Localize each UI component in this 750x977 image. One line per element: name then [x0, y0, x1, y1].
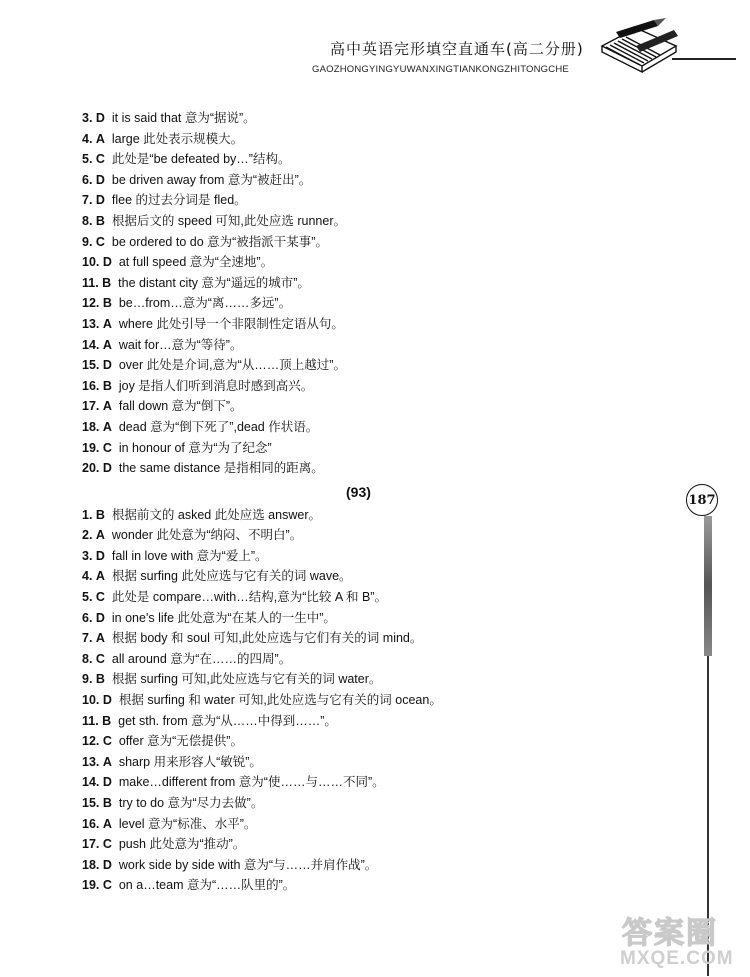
question-number: 8. — [82, 651, 93, 666]
explanation-text: fall in love with 意为“爱上”。 — [111, 548, 268, 563]
answer-line — [82, 711, 662, 732]
explanation-text: fall down 意为“倒下”。 — [118, 399, 243, 414]
explanation-text: where 此处引导一个非限制性定语从句。 — [118, 316, 344, 331]
explanation-text: 根据 surfing 此处应选与它有关的词 wave。 — [111, 569, 352, 584]
explanation-text: make…different from 意为“使……与……不同”。 — [118, 775, 385, 790]
previous-section-answers — [82, 108, 662, 479]
answer-letter: C — [102, 440, 112, 455]
question-number: 17. — [82, 399, 100, 414]
answer-letter: C — [102, 878, 112, 893]
answer-letter: D — [102, 775, 112, 790]
answer-letter: B — [102, 275, 112, 290]
answer-letter: C — [102, 837, 112, 852]
answer-letter: A — [102, 419, 112, 434]
explanation-text: be ordered to do 意为“被指派干某事”。 — [111, 234, 328, 249]
answer-line — [82, 376, 662, 397]
answer-letter: C — [102, 734, 112, 749]
watermark-bottom-text: MXQE.COM — [620, 948, 734, 969]
answer-letter: A — [95, 631, 105, 646]
answer-letter: C — [95, 152, 105, 167]
question-number: 15. — [82, 796, 100, 810]
question-number: 12. — [82, 734, 100, 749]
page-number: 187 — [686, 484, 718, 516]
explanation-text: be driven away from 意为“被赶出”。 — [111, 172, 312, 187]
question-number: 4. — [82, 569, 93, 584]
answer-line — [82, 396, 662, 417]
question-number: 3. — [82, 548, 93, 563]
question-number: 20. — [82, 461, 100, 476]
question-number: 12. — [82, 296, 100, 311]
answer-line — [82, 649, 662, 670]
explanation-text: 根据后文的 speed 可知,此处应选 runner。 — [111, 213, 346, 228]
answer-line — [82, 690, 662, 711]
question-number: 17. — [82, 837, 100, 852]
answer-letter: D — [95, 610, 105, 625]
question-number: 6. — [82, 610, 93, 625]
answer-letter: D — [95, 193, 105, 208]
section-93-answers — [82, 505, 662, 896]
answer-letter: C — [95, 651, 105, 666]
explanation-text: be…from…意为“离……多远”。 — [118, 296, 292, 311]
answer-letter: D — [102, 255, 112, 270]
answer-line — [82, 505, 662, 526]
answer-letter: B — [95, 507, 105, 522]
explanation-text: push 此处意为“推动”。 — [118, 837, 246, 852]
answer-letter: C — [95, 590, 105, 605]
question-number: 14. — [82, 337, 100, 352]
question-number: 18. — [82, 419, 100, 434]
question-number: 7. — [82, 631, 93, 646]
answer-line — [82, 525, 662, 546]
explanation-text: 根据 body 和 soul 可知,此处应选与它们有关的词 mind。 — [111, 631, 423, 646]
explanation-text: it is said that 意为“据说”。 — [111, 111, 256, 125]
question-number: 13. — [82, 316, 100, 331]
question-number: 11. — [82, 275, 99, 290]
explanation-text: wait for…意为“等待”。 — [118, 337, 243, 352]
question-number: 7. — [82, 193, 93, 208]
answer-letter: C — [95, 234, 105, 249]
answer-line — [82, 252, 662, 273]
question-number: 11. — [82, 713, 99, 728]
book-title: 高中英语完形填空直通车(高二分册) — [330, 40, 584, 58]
answer-line — [82, 129, 662, 150]
section-title: (93) — [346, 483, 371, 500]
question-number: 10. — [82, 255, 100, 270]
question-number: 9. — [82, 234, 93, 249]
answer-line — [82, 232, 662, 253]
book-title-pinyin: GAOZHONGYINGYUWANXINGTIANKONGZHITONGCHE — [312, 64, 569, 75]
explanation-text: all around 意为“在……的四周”。 — [111, 651, 292, 666]
answer-line — [82, 314, 662, 335]
question-number: 16. — [82, 378, 100, 393]
answer-letter: A — [102, 316, 112, 331]
question-number: 16. — [82, 816, 100, 831]
answer-letter: D — [102, 358, 112, 373]
answer-line — [82, 752, 662, 773]
answer-line — [82, 814, 662, 835]
answer-letter: A — [95, 528, 105, 543]
explanation-text: work side by side with 意为“与……并肩作战”。 — [118, 857, 378, 872]
answer-line — [82, 855, 662, 876]
answer-line — [82, 834, 662, 855]
answer-letter: D — [95, 548, 105, 563]
explanation-text: sharp 用来形容人“敏锐”。 — [118, 754, 262, 769]
answer-letter: A — [95, 131, 105, 146]
answer-letter: B — [102, 296, 112, 311]
question-number: 18. — [82, 857, 100, 872]
watermark-top-text: 答案圈 — [622, 916, 718, 951]
explanation-text: joy 是指人们听到消息时感到高兴。 — [118, 378, 314, 393]
explanation-text: 此处是“be defeated by…”结构。 — [111, 152, 291, 167]
question-number: 13. — [82, 754, 100, 769]
answer-letter: A — [102, 754, 112, 769]
explanation-text: at full speed 意为“全速地”。 — [118, 255, 274, 270]
answer-line — [82, 458, 662, 479]
explanation-text: the distant city 意为“遥远的城市”。 — [118, 275, 310, 290]
answer-line — [82, 587, 662, 608]
answer-line — [82, 211, 662, 232]
answer-letter: A — [102, 337, 112, 352]
answer-letter: A — [95, 569, 105, 584]
explanation-text: in one's life 此处意为“在某人的一生中”。 — [111, 610, 336, 625]
explanation-text: level 意为“标准、水平”。 — [118, 816, 257, 831]
page-header — [0, 0, 750, 90]
question-number: 1. — [82, 507, 93, 522]
explanation-text: get sth. from 意为“从……中得到……”。 — [118, 713, 337, 728]
answer-line — [82, 438, 662, 459]
answer-letter: B — [95, 213, 105, 228]
answer-line — [82, 628, 662, 649]
answer-letter: D — [95, 111, 105, 125]
question-number: 10. — [82, 693, 100, 708]
question-number: 9. — [82, 672, 93, 687]
book-pencil-icon — [596, 16, 682, 78]
answer-letter: B — [95, 672, 105, 687]
answer-line — [82, 793, 662, 814]
answer-line — [82, 149, 662, 170]
explanation-text: 根据 surfing 可知,此处应选与它有关的词 water。 — [111, 672, 382, 687]
answer-line — [82, 608, 662, 629]
question-number: 15. — [82, 358, 100, 373]
answer-line — [82, 731, 662, 752]
explanation-text: try to do 意为“尽力去做”。 — [118, 796, 264, 810]
explanation-text: over 此处是介词,意为“从……顶上越过”。 — [118, 358, 346, 373]
answer-letter: D — [102, 857, 112, 872]
answer-letter: B — [102, 378, 112, 393]
question-number: 6. — [82, 172, 93, 187]
question-number: 8. — [82, 213, 93, 228]
explanation-text: dead 意为“倒下死了”,dead 作状语。 — [118, 419, 319, 434]
question-number: 2. — [82, 528, 93, 543]
answer-line — [82, 546, 662, 567]
answer-line — [82, 335, 662, 356]
answer-letter: A — [102, 399, 112, 414]
explanation-text: the same distance 是指相同的距离。 — [118, 461, 324, 476]
answer-content — [82, 108, 662, 896]
answer-letter: B — [102, 796, 112, 810]
question-number: 19. — [82, 878, 100, 893]
explanation-text: 根据前文的 asked 此处应选 answer。 — [111, 507, 321, 522]
answer-line — [82, 108, 662, 129]
answer-line — [82, 669, 662, 690]
explanation-text: wonder 此处意为“纳闷、不明白”。 — [111, 528, 303, 543]
explanation-text: 根据 surfing 和 water 可知,此处应选与它有关的词 ocean。 — [118, 693, 442, 708]
explanation-text: large 此处表示规模大。 — [111, 131, 244, 146]
explanation-text: 此处是 compare…with…结构,意为“比较 A 和 B”。 — [111, 590, 387, 605]
side-tab-bar — [704, 516, 712, 656]
answer-line — [82, 417, 662, 438]
question-number: 19. — [82, 440, 100, 455]
explanation-text: offer 意为“无偿提供”。 — [118, 734, 243, 749]
answer-line — [82, 566, 662, 587]
answer-letter: D — [95, 172, 105, 187]
question-number: 5. — [82, 152, 93, 167]
explanation-text: flee 的过去分词是 fled。 — [111, 193, 247, 208]
question-number: 5. — [82, 590, 93, 605]
answer-letter: D — [102, 461, 112, 476]
answer-letter: A — [102, 816, 112, 831]
question-number: 14. — [82, 775, 100, 790]
answer-line — [82, 875, 662, 896]
answer-letter: B — [102, 713, 112, 728]
answer-line — [82, 190, 662, 211]
watermark — [612, 906, 750, 976]
question-number: 3. — [82, 111, 93, 125]
answer-line — [82, 293, 662, 314]
answer-letter: D — [102, 693, 112, 708]
answer-line — [82, 355, 662, 376]
answer-line — [82, 772, 662, 793]
answer-line — [82, 273, 662, 294]
answer-line — [82, 170, 662, 191]
question-number: 4. — [82, 131, 93, 146]
explanation-text: on a…team 意为“……队里的”。 — [118, 878, 296, 893]
explanation-text: in honour of 意为“为了纪念” — [118, 440, 272, 455]
